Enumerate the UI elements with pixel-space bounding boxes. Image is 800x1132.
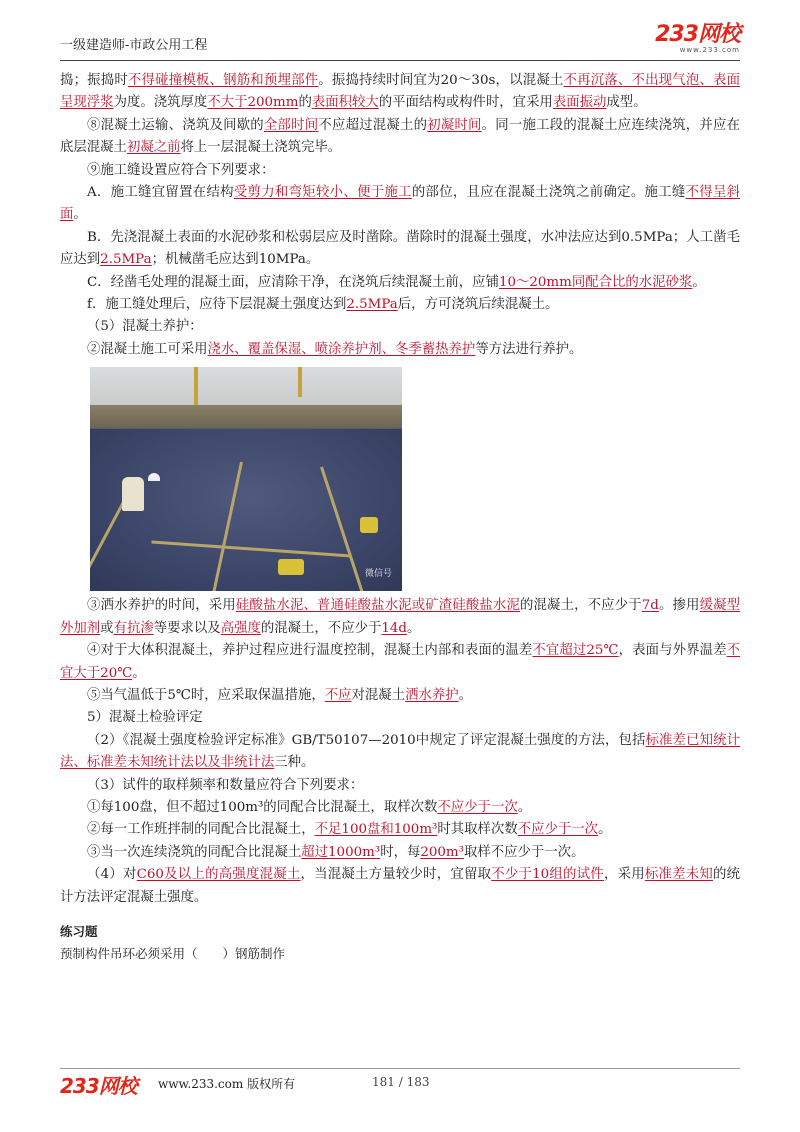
paragraph: [60, 797, 740, 819]
text-run: 。: [73, 207, 87, 223]
text-run: 。: [692, 274, 706, 290]
highlighted-term: 硅酸盐水泥、普通硅酸盐水泥或矿渣硅酸盐水泥: [235, 598, 520, 614]
text-run: 为度。浇筑厚度: [113, 95, 208, 111]
crane-shape: [194, 367, 198, 407]
highlighted-term: 全部时间: [263, 117, 319, 133]
text-run: C．经凿毛处理的混凝土面，应清除干净，在浇筑后续混凝土前，应铺: [87, 274, 499, 290]
text-run: ③洒水养护的时间，采用: [87, 598, 236, 614]
header-divider: [60, 60, 740, 61]
highlighted-term: 200m³: [420, 844, 464, 860]
text-run: ④对于大体积混凝土，养护过程应进行温度控制，混凝土内部和表面的温差: [87, 643, 533, 659]
text-run: 。振捣持续时间宜为20～30s，以混凝土: [318, 73, 564, 88]
highlighted-term: 不应少于一次: [437, 799, 518, 815]
highlighted-term: 不大于200mm: [207, 95, 299, 111]
paragraph: [60, 819, 740, 841]
text-run: 5）混凝土检验评定: [87, 710, 203, 726]
paragraph: [60, 294, 740, 316]
paragraph: [60, 115, 740, 160]
paragraph: [60, 339, 740, 361]
exercise-block: [60, 921, 740, 965]
highlighted-term: 表面积较大: [311, 95, 379, 111]
highlighted-term: 有抗渗: [113, 620, 154, 636]
paragraph: [60, 272, 740, 294]
highlighted-term: 不应少于一次: [517, 822, 599, 838]
paragraph-group-bottom: [60, 595, 740, 909]
highlighted-term: 受剪力和弯矩较小、便于施工: [233, 185, 412, 201]
highlighted-term: 不宜大于20℃: [60, 643, 741, 681]
text-run: 的统计方法评定混凝土强度。: [60, 867, 741, 905]
helmet-shape: [148, 473, 160, 481]
text-run: （3）试件的取样频率和数量应符合下列要求：: [87, 777, 364, 793]
text-run: ①每100盘，但不超过100m³的同配合比混凝土，取样次数: [87, 799, 438, 815]
text-run: （4）对: [87, 867, 137, 883]
highlighted-term: 超过1000m³: [301, 844, 381, 860]
footer-divider: [60, 1068, 740, 1069]
text-run: 。: [132, 665, 146, 681]
paragraph: [60, 640, 740, 685]
text-run: 时其取样次数: [437, 822, 518, 838]
page-header: [60, 22, 740, 62]
crane-shape: [298, 367, 302, 397]
text-run: 。: [517, 799, 532, 815]
logo-text: 233网校: [655, 22, 740, 47]
text-run: 。: [458, 687, 473, 703]
text-run: （2）《混凝土强度检验评定标准》GB/T50107—2010中规定了评定混凝土强度的方法，包括: [87, 732, 646, 748]
text-run: 的混凝土，不应少于: [260, 620, 382, 636]
text-run: ②每一工作班拌制的同配合比混凝土，: [87, 822, 315, 838]
text-run: 的平面结构或构件时，宜采用: [378, 95, 553, 111]
highlighted-term: 2.5MPa: [346, 297, 398, 313]
text-run: 的: [298, 95, 312, 111]
paragraph: [60, 842, 740, 864]
highlighted-term: 标准差未知: [644, 867, 713, 883]
highlighted-term: 初凝时间: [427, 117, 482, 133]
highlighted-term: 2.5MPa: [100, 252, 152, 268]
text-run: 将上一层混凝土浇筑完毕。: [180, 140, 342, 156]
text-run: B．先浇混凝土表面的水泥砂浆和松弱层应及时凿除。凿除时的混凝土强度，水冲法应达到0.5MPa；人工凿毛应达到: [60, 229, 740, 268]
highlighted-term: 不宜超过25℃: [532, 643, 619, 659]
highlighted-term: C60及以上的高强度混凝土: [136, 867, 301, 883]
bundle-shape: [360, 517, 378, 533]
highlighted-term: 不得碰撞模板、钢筋和预埋部件: [127, 73, 319, 88]
text-run: ⑨施工缝设置应符合下列要求：: [87, 162, 275, 178]
highlighted-term: 不再沉落、不出现气泡、表面呈现浮浆: [60, 73, 741, 111]
highlighted-term: 不足100盘和100m³: [314, 822, 438, 838]
text-run: 捣；振捣时: [60, 73, 128, 88]
exercise-title: 练习题: [60, 923, 98, 939]
highlighted-term: 不少于10组的试件: [491, 867, 604, 883]
highlighted-term: 14d: [381, 620, 407, 636]
text-run: 三种。: [274, 755, 315, 771]
highlighted-term: 不应: [324, 687, 352, 703]
footer-logo: 233网校: [60, 1074, 137, 1098]
text-run: 或: [100, 620, 114, 636]
paragraph: [60, 316, 740, 338]
paragraph: [60, 685, 740, 707]
text-run: 成型。: [606, 95, 647, 111]
text-run: f．施工缝处理后，应待下层混凝土强度达到: [87, 297, 347, 313]
highlighted-term: 7d: [641, 598, 659, 614]
paragraph: [60, 775, 740, 797]
text-run: 。掺用: [658, 598, 700, 614]
text-run: 时，每: [380, 844, 421, 860]
page-number: 181 / 183: [372, 1075, 430, 1089]
paragraph: [60, 864, 740, 909]
text-run: 。同一施工段的混凝土应连续浇筑，并应在底层混凝土: [60, 117, 741, 156]
text-run: 。: [407, 620, 421, 636]
highlighted-term: 表面振动: [552, 95, 607, 111]
text-run: ，当混凝土方量较少时，宜留取: [300, 867, 492, 883]
highlighted-term: 初凝之前: [126, 140, 181, 156]
text-run: 等要求以及: [153, 620, 221, 636]
page-footer: [60, 1070, 740, 1096]
curing-photo: [90, 367, 402, 591]
highlighted-term: 浇水、覆盖保湿、喷涂养护剂、冬季蓄热养护: [207, 341, 476, 357]
paragraph: [60, 160, 740, 182]
highlighted-term: 10～20mm同配合比的水泥砂浆: [498, 274, 693, 290]
highlighted-term: 洒水养护: [405, 687, 459, 703]
header-title: 一级建造师-市政公用工程: [60, 38, 208, 53]
paragraph: [60, 730, 740, 775]
logo-subtext: www.233.com: [679, 46, 740, 54]
text-run: ⑤当气温低于5℃时，应采取保温措施，: [87, 687, 325, 703]
text-run: 不应超过混凝土的: [318, 117, 428, 133]
worker-shape: [122, 477, 144, 511]
paragraph: [60, 595, 740, 640]
text-run: 对混凝土: [351, 687, 406, 703]
paragraph: [60, 70, 740, 115]
highlighted-term: 缓凝型外加剂: [60, 598, 741, 636]
text-run: （5）混凝土养护：: [87, 319, 203, 335]
brand-logo: [655, 24, 740, 54]
text-run: 等方法进行养护。: [475, 341, 583, 357]
text-run: ，采用: [603, 867, 645, 883]
site-wall-shape: [90, 405, 402, 427]
exercise-question: 预制构件吊环必须采用（ ）钢筋制作: [60, 945, 286, 961]
text-run: 。: [598, 822, 612, 838]
text-run: 的混凝土，不应少于: [519, 598, 642, 614]
bundle-shape: [278, 559, 304, 575]
text-run: A．施工缝宜留置在结构: [87, 185, 234, 201]
text-run: ②混凝土施工可采用: [87, 341, 208, 357]
text-run: 的部位，且应在混凝土浇筑之前确定。施工缝: [411, 185, 686, 201]
document-body: [60, 70, 740, 965]
photo-watermark: 微信号: [364, 568, 392, 579]
text-run: 取样不应少于一次。: [463, 844, 585, 860]
text-run: ，表面与外界温差: [618, 643, 727, 659]
paragraph-group-top: [60, 70, 740, 361]
paragraph: [60, 227, 740, 272]
paragraph: [60, 182, 740, 227]
highlighted-term: 标准差已知统计法、标准差未知统计法以及非统计法: [60, 732, 740, 771]
text-run: ⑧混凝土运输、浇筑及间歇的: [87, 117, 264, 133]
text-run: ；机械凿毛应达到10MPa。: [151, 252, 320, 268]
highlighted-term: 不得呈斜面: [60, 185, 741, 223]
copyright-text: www.233.com 版权所有: [158, 1077, 296, 1091]
highlighted-term: 高强度: [220, 620, 261, 636]
text-run: ③当一次连续浇筑的同配合比混凝土: [87, 844, 302, 860]
text-run: 后，方可浇筑后续混凝土。: [397, 297, 559, 313]
paragraph: [60, 707, 740, 729]
